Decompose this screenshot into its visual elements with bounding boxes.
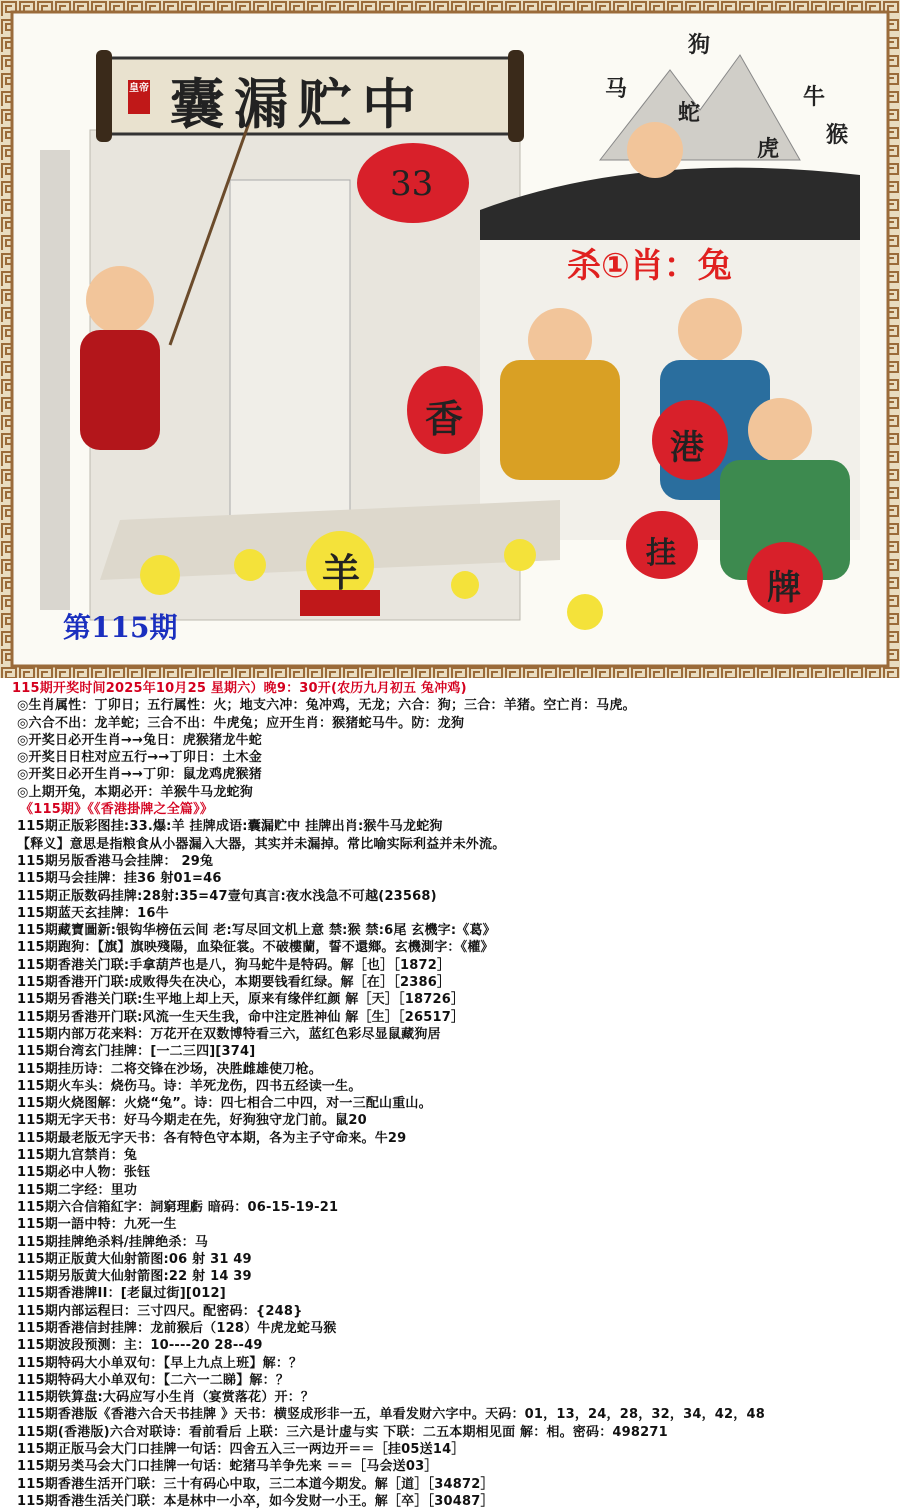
info-line: 115期另版香港马会挂牌： 29兔 [17,853,214,869]
info-line: ◎开奖日必开生肖→→丁卯：鼠龙鸡虎猴猪 [17,767,262,783]
info-line: 115期正版数码挂牌:28射:35=47壹句真言:夜水浅急不可越(23568) [17,888,437,904]
info-line: 115期开奖时间2025年10月25 星期六）晚9：30开(农历九月初五 兔冲鸡) [12,681,467,696]
lantern-char-1: 香 [425,396,464,441]
zodiac-snake: 蛇 [678,100,701,126]
info-line: 115期另香港开门联:风流一生天生我，命中注定胜神仙 解［生］［26517］ [17,1009,465,1025]
info-line: 115期特码大小单双句：【早上九点上班】解：？ [17,1355,303,1371]
info-line: ◎上期开兔，本期必开：羊猴牛马龙蛇狗 [17,784,253,800]
info-line: ◎六合不出：龙羊蛇；三合不出：牛虎兔；应开生肖：猴猪蛇马牛。防：龙狗 [17,715,465,731]
info-line: ◎生肖属性：丁卯日；五行属性：火；地支六冲：兔冲鸡，无龙；六合：狗；三合：羊猪。空亡肖：马虎。 [17,698,636,714]
info-line: 115期必中人物：张钰 [17,1165,151,1181]
info-line: 115期六合信箱紅字：詞窮理虧 暗码：06-15-19-21 [17,1199,339,1215]
info-line: 115期波段预测：主：10----20 28--49 [17,1338,263,1354]
poster-image [0,0,900,678]
info-line: 115期九宫禁肖：兔 [17,1148,138,1164]
zodiac-tiger: 虎 [757,136,780,162]
info-line: 115期挂历诗：二将交锋在沙场，决胜雌雄使刀枪。 [17,1061,322,1077]
info-line: 115期内部万花来料：万花开在双数博特看三六，蓝红色彩尽显鼠藏狗居 [17,1026,441,1042]
info-line: ◎开奖日日柱对应五行→→丁卯日：土木金 [17,750,262,766]
info-line: 115期香港关门联:手拿葫芦也是八，狗马蛇牛是特码。解［也］［1872］ [17,957,451,973]
info-line: ◎开奖日必开生肖→→兔日：虎猴猪龙牛蛇 [17,732,262,748]
kill-text: 杀①肖：兔 [567,246,732,286]
info-line: 115期香港版《香港六合天书挂牌 》天书：横竖成形非一五，单看发财六字中。天码：01，13，24，28，32，34，42，48 [17,1407,765,1423]
info-line: 115期另版黄大仙射箭图:22 射 14 39 [17,1269,252,1285]
info-line: 《115期》《《香港掛牌之全篇》》 [20,802,214,818]
info-line: 115期挂牌绝杀料/挂牌绝杀：马 [17,1234,209,1250]
info-line: 115期另类马会大门口挂牌一句话：蛇猪马羊争先来 ＝＝［马会送03］ [17,1459,438,1475]
info-line: 115期香港牌II：[老鼠过街][012] [17,1286,226,1302]
info-line: 115期香港生活开门联：三十有码心中取，三二本道今期发。解［道］［34872］ [17,1476,494,1492]
lantern-char-4: 牌 [767,568,801,608]
info-line: 115期正版马会大门口挂牌一句话：四舍五入三一两边开＝＝［挂05送14］ [17,1442,465,1458]
poster-art [0,0,900,678]
zodiac-dog: 狗 [688,32,711,58]
info-line: 【释义】意思是指粮食从小器漏入大器，其实并未漏掉。常比喻实际利益并未外流。 [17,836,506,852]
info-line: 115期跑狗：【旗】旗映殘陽，血染征裳。不破樓蘭，誓不還鄉。玄機測字：《權》 [17,940,494,956]
banner-text: 囊漏贮中 [170,72,426,136]
info-line: 115期马会挂牌：挂36 射01=46 [17,871,222,887]
info-line: 115期蓝天玄挂牌：16牛 [17,905,169,921]
issue-text: 第115期 [63,611,178,644]
lantern-number: 33 [390,164,434,204]
info-line: 115期香港生活关门联：本是林中一小卒，如今发财一小王。解［卒］［30487］ [17,1493,494,1509]
banner-seal: 皇帝 [129,83,149,94]
info-line: 115期正版黄大仙射箭图:06 射 31 49 [17,1251,252,1267]
zodiac-ox: 牛 [803,84,826,110]
info-line: 115期正版彩图挂:33.爆:羊 挂牌成语:囊漏贮中 挂牌出肖:猴牛马龙蛇狗 [17,819,443,835]
info-line: 115期无字天书：好马今期走在先，好狗独守龙门前。鼠20 [17,1113,367,1129]
info-line: 115期二字经：里功 [17,1182,138,1198]
info-line: 115期特码大小单双句：【二六一二睇】解：？ [17,1372,290,1388]
info-line: 115期铁算盘:大码应写小生肖（宴赏落花）开：？ [17,1390,315,1406]
info-line: 115期另香港关门联:生平地上却上天，原来有缘伴红颜 解［天］［18726］ [17,992,465,1008]
zodiac-monkey: 猴 [826,122,849,148]
info-line: 115期火车头：烧伤马。诗：羊死龙伤，四书五经读一生。 [17,1078,362,1094]
info-line: 115期内部运程曰：三寸四尺。配密码：{248} [17,1303,303,1319]
info-line: 115期最老版无字天书：各有特色守本期，各为主子守命来。牛29 [17,1130,407,1146]
info-line: 115期(香港版)六合对联诗：看前看后 上联：三六是计虚与实 下联：二五本期相见面 解：相。密码：498271 [17,1424,668,1440]
info-line: 115期香港信封挂牌：龙前猴后（128）牛虎龙蛇马猴 [17,1320,337,1336]
zodiac-horse: 马 [605,76,628,102]
lantern-char-3: 挂 [646,536,676,571]
info-line: 115期藏寶圖新:银钩华榜伍云间 老:写尽回文机上意 禁:猴 禁:6尾 玄機字:《葛》 [17,923,496,939]
info-line: 115期一語中特：九死一生 [17,1217,177,1233]
info-line: 115期香港开门联:成败得失在决心，本期要钱看红绿。解［在］［2386］ [17,975,451,991]
lantern-char-2: 港 [670,428,704,468]
info-lines [0,680,900,1510]
info-line: 115期火烧图解：火烧“兔”。诗：四七相合二中四，对一三配山重山。 [17,1096,432,1112]
info-line: 115期台湾玄门挂牌：[一二三四][374] [17,1044,256,1060]
firecracker-char: 羊 [322,550,361,595]
